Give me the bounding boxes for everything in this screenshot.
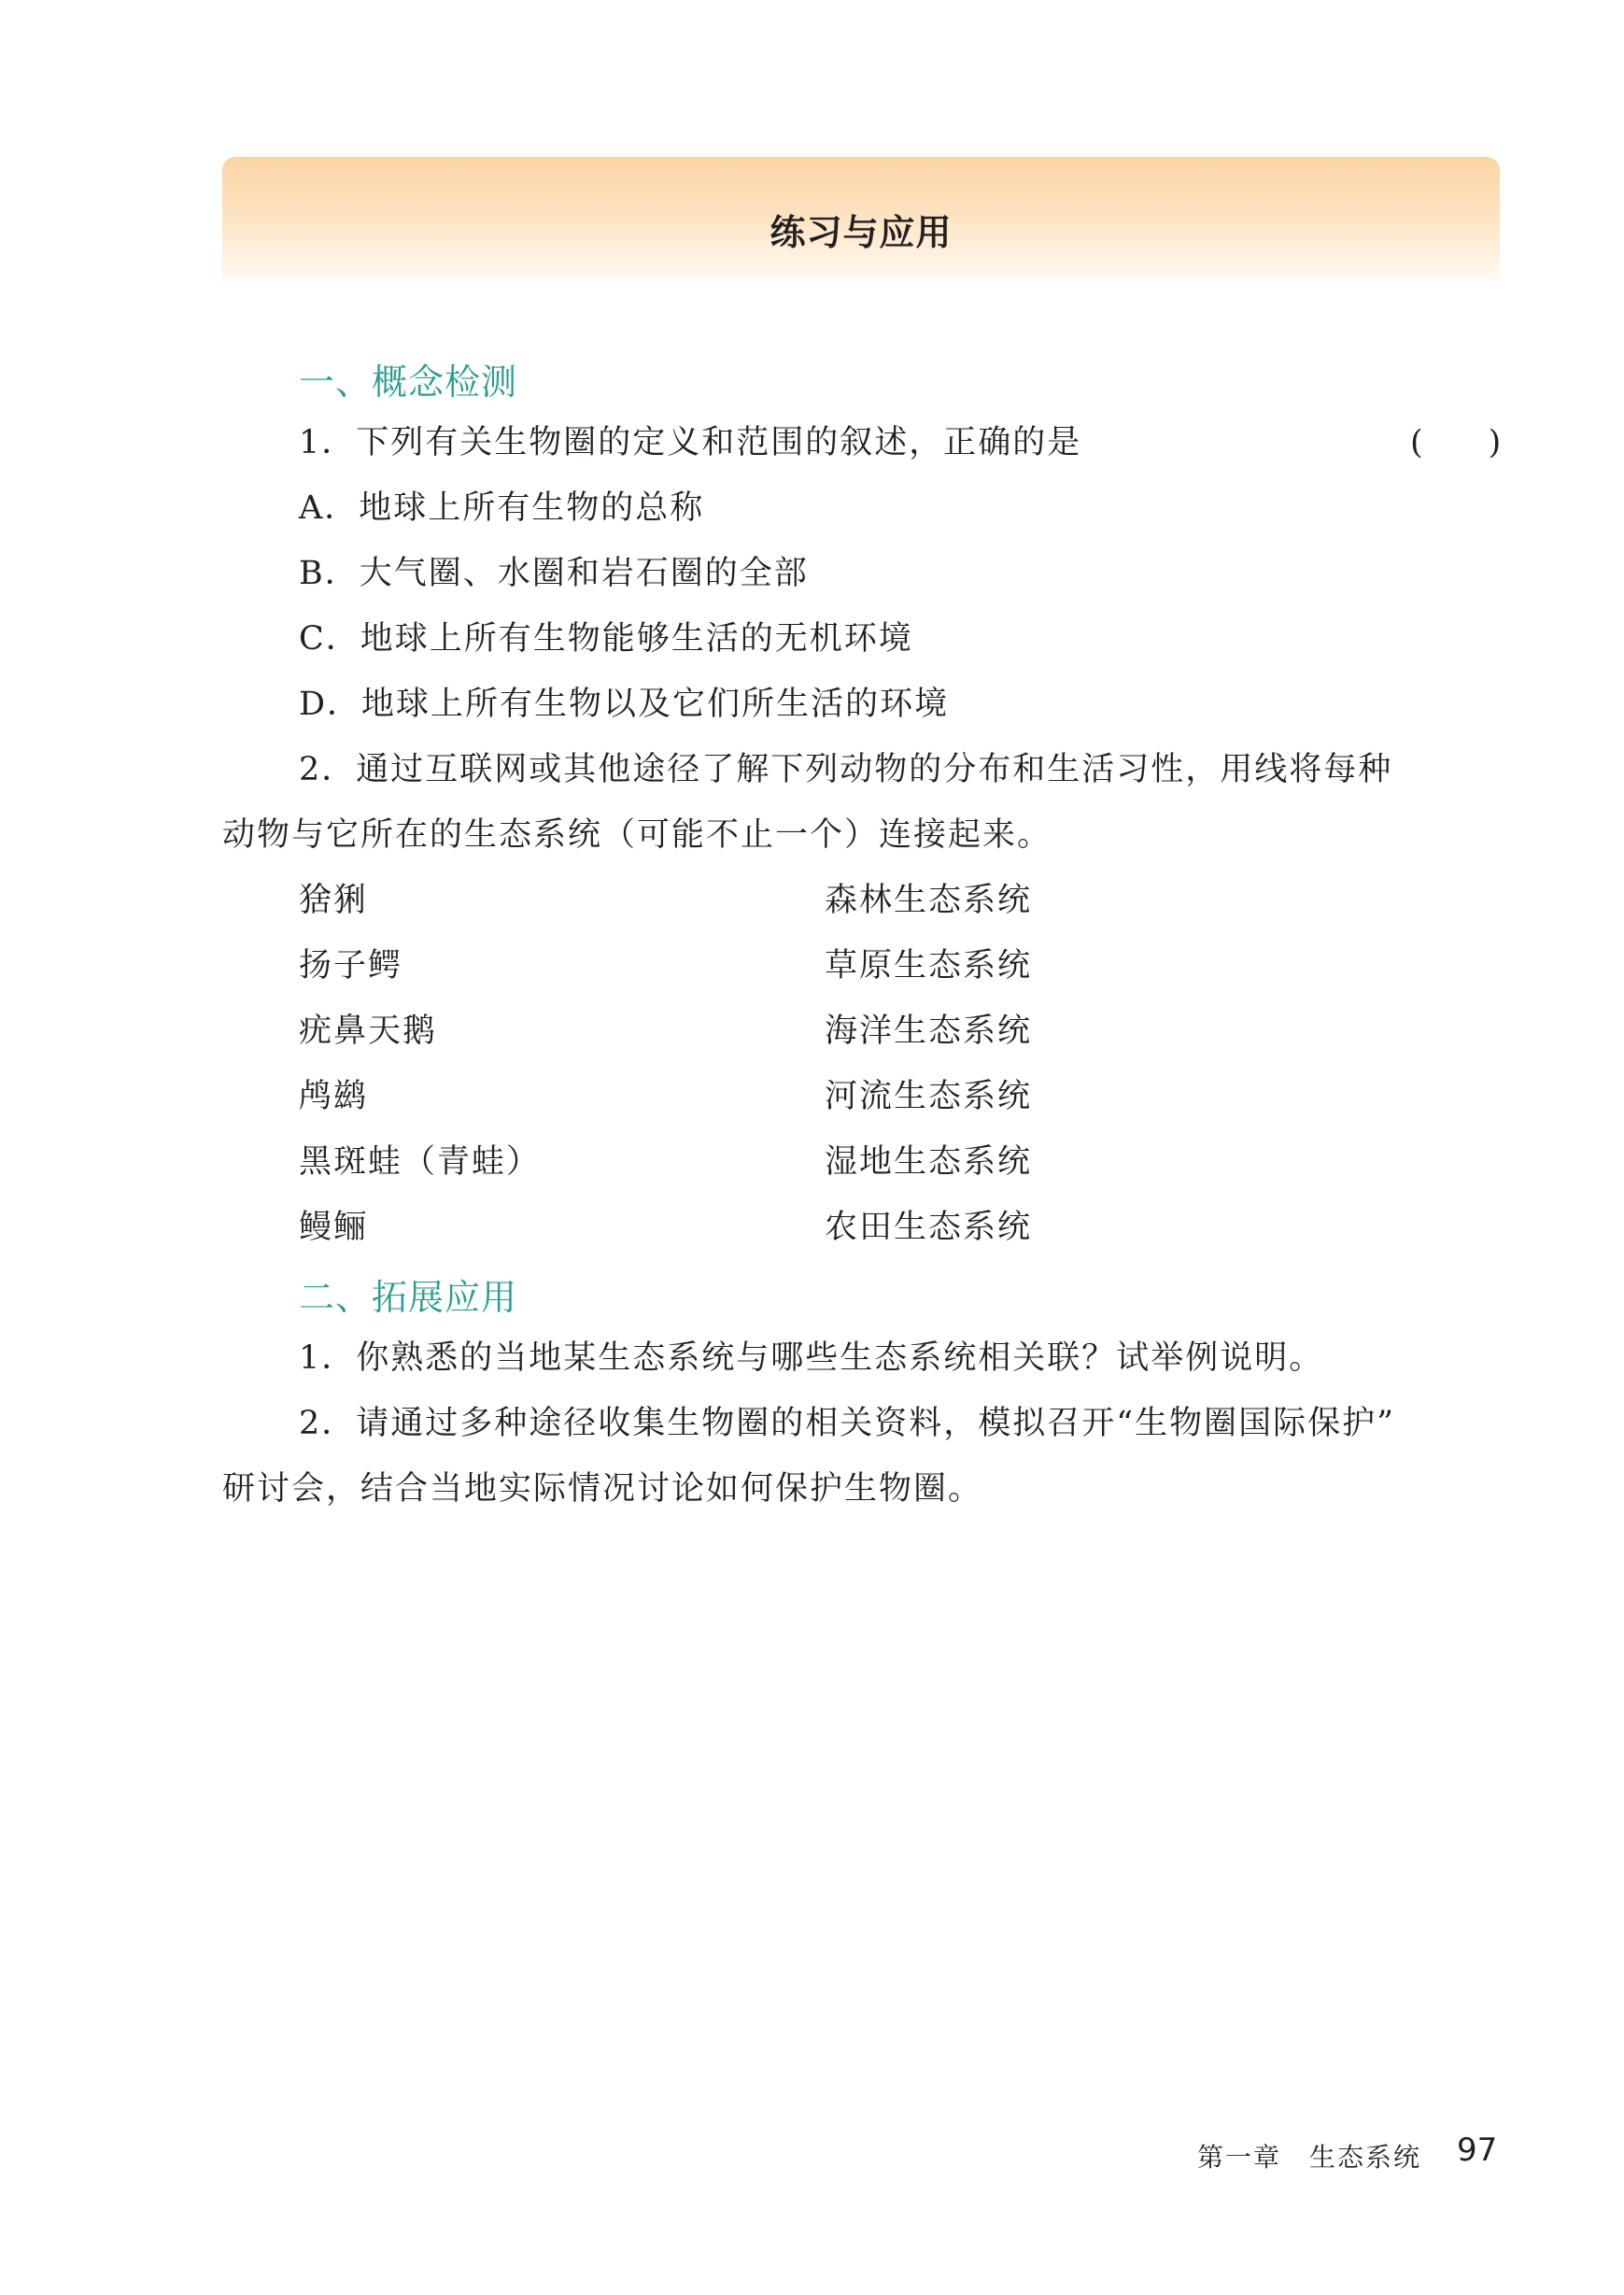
question-2-line-1: 2．通过互联网或其他途径了解下列动物的分布和生活习性，用线将每种 xyxy=(299,751,1393,788)
section-heading-concept-check: 一、概念检测 xyxy=(299,361,518,403)
ecosystem-item: 草原生态系统 xyxy=(825,947,1033,985)
question-2-line-2: 动物与它所在的生态系统（可能不止一个）连接起来。 xyxy=(222,816,1052,854)
option-a: A．地球上所有生物的总称 xyxy=(299,489,705,527)
banner-title: 练习与应用 xyxy=(770,212,953,253)
animal-item: 猞猁 xyxy=(299,882,369,919)
animal-item: 鸬鹚 xyxy=(299,1078,369,1115)
extension-question-1: 1．你熟悉的当地某生态系统与哪些生态系统相关联？试举例说明。 xyxy=(299,1339,1324,1377)
ecosystem-item: 森林生态系统 xyxy=(825,882,1033,919)
ecosystem-item: 海洋生态系统 xyxy=(825,1013,1033,1050)
footer-chapter-title: 第一章 生态系统 xyxy=(1197,2142,1422,2173)
question-1-text: 1．下列有关生物圈的定义和范围的叙述，正确的是 xyxy=(299,424,1082,461)
option-c: C．地球上所有生物能够生活的无机环境 xyxy=(299,620,913,658)
section-heading-extended-application: 二、拓展应用 xyxy=(299,1277,518,1318)
animal-item: 扬子鳄 xyxy=(299,947,403,985)
answer-blank: ( ) xyxy=(1410,424,1502,461)
option-b: B．大气圈、水圈和岩石圈的全部 xyxy=(299,555,809,592)
animal-item: 疣鼻天鹅 xyxy=(299,1013,438,1050)
exercise-banner xyxy=(222,157,1500,290)
ecosystem-item: 河流生态系统 xyxy=(825,1078,1033,1115)
animal-item: 鳗鲡 xyxy=(299,1209,369,1246)
page-number: 97 xyxy=(1457,2132,1498,2169)
ecosystem-item: 农田生态系统 xyxy=(825,1209,1033,1246)
ecosystem-item: 湿地生态系统 xyxy=(825,1143,1033,1181)
extension-question-2-line-2: 研讨会，结合当地实际情况讨论如何保护生物圈。 xyxy=(222,1470,983,1508)
animal-item: 黑斑蛙（青蛙） xyxy=(299,1143,542,1181)
extension-question-2-line-1: 2．请通过多种途径收集生物圈的相关资料，模拟召开“生物圈国际保护” xyxy=(299,1405,1396,1442)
option-d: D．地球上所有生物以及它们所生活的环境 xyxy=(299,686,950,723)
